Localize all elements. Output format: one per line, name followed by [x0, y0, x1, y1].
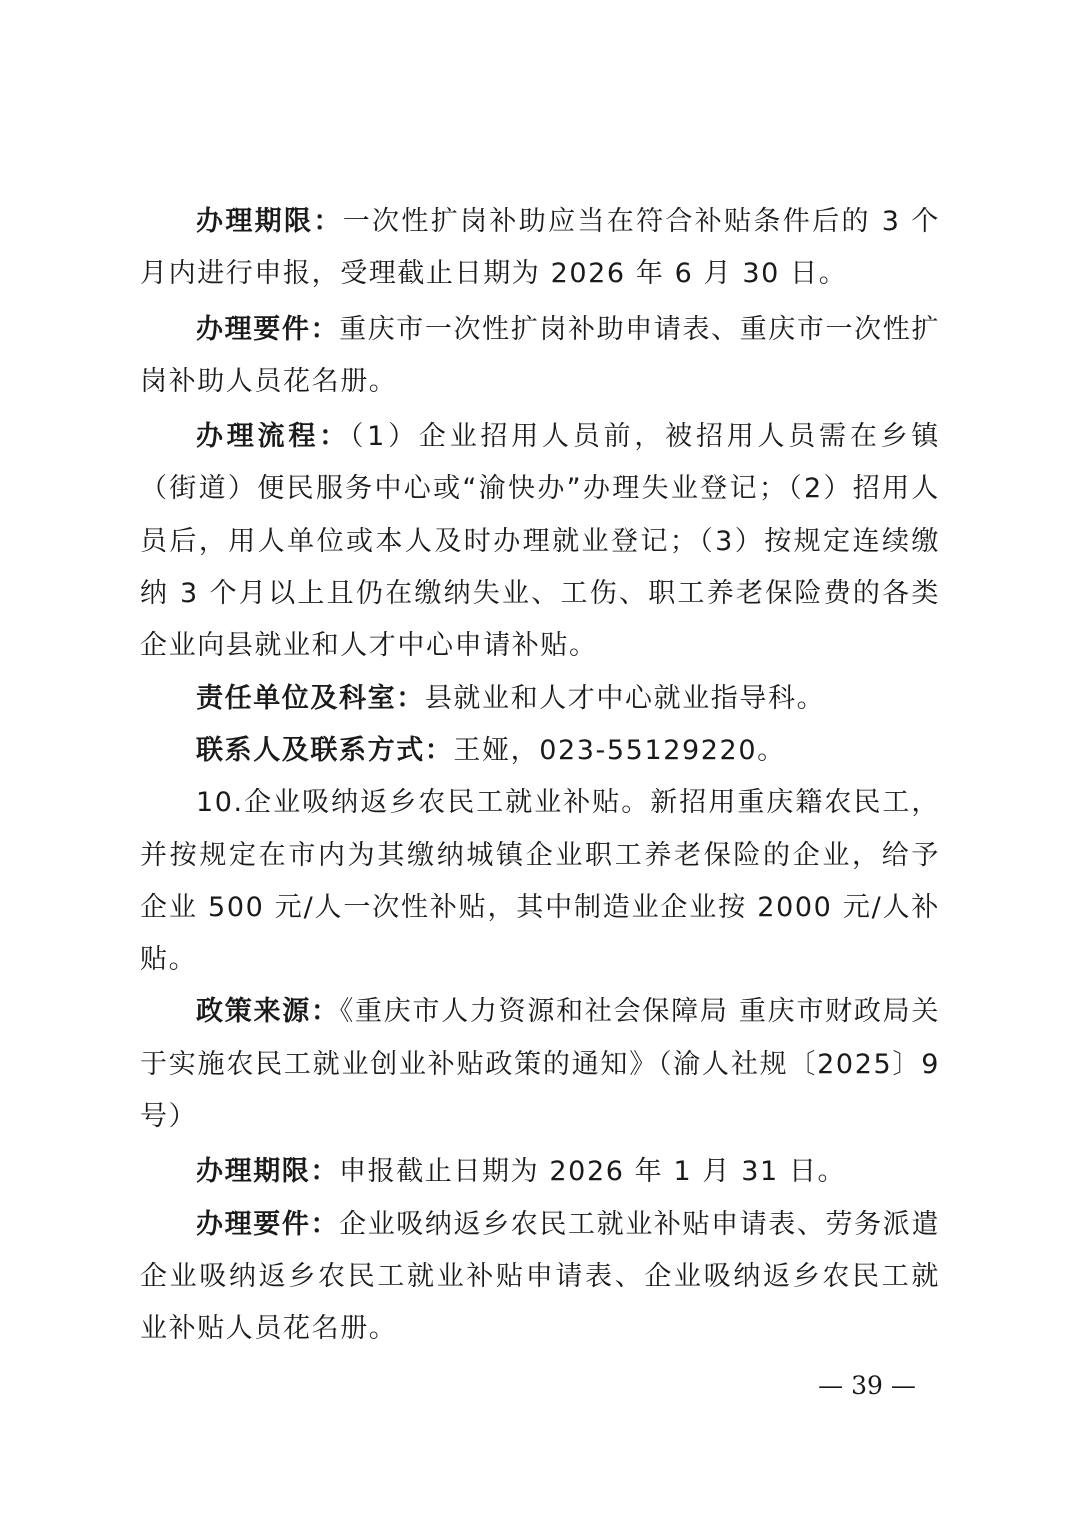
paragraph-text: 一次性扩岗补助应当在符合补贴条件后的 3 个月内进行申报，受理截止日期为 2026 年 6 月 30 日。	[140, 206, 941, 290]
paragraph-contact	[140, 725, 940, 777]
paragraph-text: 王娅，023-55129220。	[453, 734, 786, 766]
paragraph-label: 责任单位及科室：	[196, 682, 425, 714]
paragraph-label: 办理要件：	[196, 1208, 340, 1240]
paragraph-label: 联系人及联系方式：	[196, 734, 454, 766]
paragraph-responsible-unit	[140, 673, 940, 725]
document-body	[140, 196, 940, 1356]
paragraph-required-documents	[140, 304, 940, 409]
paragraph-text: 县就业和人才中心就业指导科。	[424, 682, 826, 714]
paragraph-text: 10.企业吸纳返乡农民工就业补贴。新招用重庆籍农民工，并按规定在市内为其缴纳城镇企业职工养老保险的企业，给予企业 500 元/人一次性补贴，其中制造业企业按 2000 元/人补贴。	[140, 787, 940, 976]
paragraph-text: 申报截止日期为 2026 年 1 月 31 日。	[339, 1156, 847, 1188]
paragraph-label: 办理要件：	[196, 313, 340, 345]
paragraph-processing-deadline-2	[140, 1146, 940, 1198]
paragraph-label: 办理期限：	[196, 1156, 339, 1188]
paragraph-text: 重庆市一次性扩岗补助申请表、重庆市一次性扩岗补助人员花名册。	[140, 313, 940, 397]
paragraph-label: 政策来源：	[196, 996, 340, 1028]
paragraph-policy-source	[140, 986, 940, 1143]
paragraph-text: 《重庆市人力资源和社会保障局 重庆市财政局关于实施农民工就业创业补贴政策的通知》（渝人社规〔2025〕9 号）	[140, 996, 940, 1133]
paragraph-processing-deadline	[140, 196, 940, 301]
paragraph-text: 企业吸纳返乡农民工就业补贴申请表、劳务派遣企业吸纳返乡农民工就业补贴申请表、企业吸纳返乡农民工就业补贴人员花名册。	[140, 1208, 940, 1345]
paragraph-required-documents-2	[140, 1199, 940, 1356]
paragraph-label: 办理期限：	[196, 206, 343, 237]
paragraph-subsidy-item-10	[140, 777, 940, 986]
page-number: — 39 —	[818, 1371, 916, 1400]
paragraph-text: （1）企业招用人员前，被招用人员需在乡镇（街道）便民服务中心或“渝快办”办理失业登记；（2）招用人员后，用人单位或本人及时办理就业登记；（3）按规定连续缴纳 3 个月以上且仍在缴纳失业、工伤、职工养老保险费的各类企业向县就业和人才中心申请补贴。	[140, 421, 940, 662]
paragraph-procedure	[140, 411, 940, 672]
paragraph-label: 办理流程：	[196, 421, 350, 453]
